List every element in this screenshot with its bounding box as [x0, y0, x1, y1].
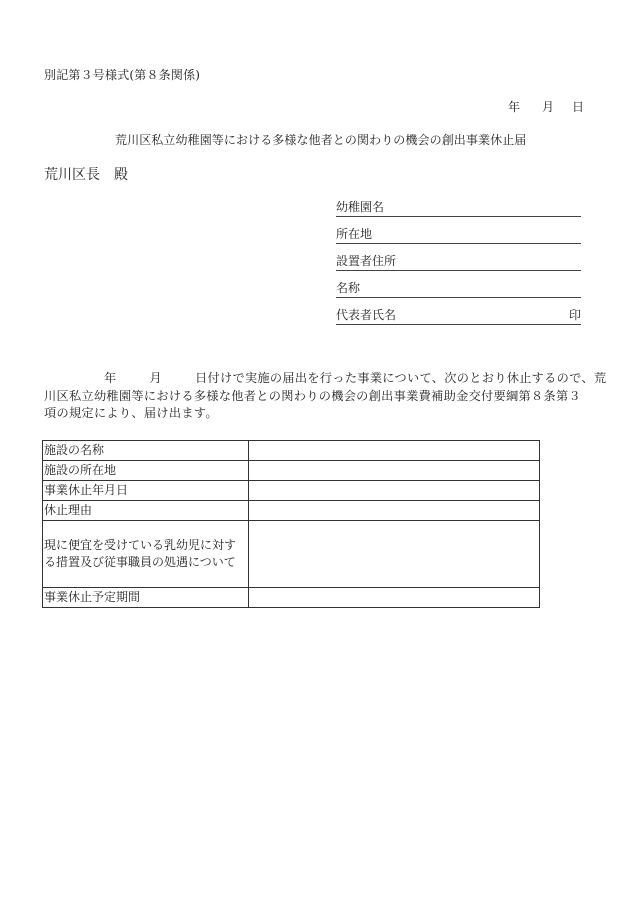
table-row	[43, 521, 540, 588]
table-row	[43, 441, 540, 461]
field-label: 幼稚園名	[336, 200, 385, 214]
row-value-suspension-period[interactable]	[249, 588, 540, 608]
row-label-measures-for-children	[43, 521, 249, 588]
applicant-info-block	[336, 202, 581, 325]
table-row	[43, 461, 540, 481]
row-label-suspension-date: 事業休止年月日	[43, 481, 249, 501]
body-line-1-text: 日付けで実施の届出を行った事業について、次のとおり休止するので、荒	[195, 371, 607, 385]
table-row	[43, 481, 540, 501]
body-month-label: 月	[149, 371, 162, 385]
table-row	[43, 501, 540, 521]
addressee: 荒川区長 殿	[44, 167, 128, 183]
row-value-suspension-date[interactable]	[249, 481, 540, 501]
body-line-2: 川区私立幼稚園等における多様な他者との関わりの機会の創出事業費補助金交付要綱第８条第３	[44, 388, 581, 403]
body-year-label: 年	[104, 371, 117, 385]
submission-date	[508, 98, 584, 115]
field-founder-address[interactable]	[336, 244, 581, 271]
field-representative-name[interactable]	[336, 298, 581, 325]
table-row	[43, 588, 540, 608]
field-organization-name[interactable]	[336, 271, 581, 298]
date-day-label: 日	[572, 100, 585, 114]
date-year-label: 年	[508, 100, 521, 114]
row-label-facility-name: 施設の名称	[43, 441, 249, 461]
field-location[interactable]	[336, 217, 581, 244]
document-title: 荒川区私立幼稚園等における多様な他者との関わりの機会の創出事業休止届	[115, 133, 527, 147]
date-month-label: 月	[542, 100, 555, 114]
row-label-line-2: る措置及び従事職員の処遇について	[44, 555, 236, 569]
body-line-3: 項の規定により、届け出ます。	[44, 406, 218, 420]
body-paragraph	[44, 370, 607, 423]
row-value-suspension-reason[interactable]	[249, 501, 540, 521]
row-label-line-1: 現に便宜を受けている乳幼児に対す	[44, 538, 237, 552]
field-label: 代表者氏名	[336, 307, 397, 322]
field-label: 設置者住所	[336, 253, 397, 268]
field-label: 所在地	[336, 226, 373, 241]
field-kindergarten-name[interactable]	[336, 202, 581, 217]
seal-mark: 印	[568, 307, 581, 322]
row-value-measures-for-children[interactable]	[249, 521, 540, 588]
body-line-1	[44, 370, 607, 388]
row-label-suspension-reason: 休止理由	[43, 501, 249, 521]
row-label-facility-location: 施設の所在地	[43, 461, 249, 481]
row-label-suspension-period: 事業休止予定期間	[43, 588, 249, 608]
form-number: 別記第３号様式(第８条関係)	[44, 68, 201, 82]
suspension-details-table	[42, 440, 540, 608]
row-value-facility-location[interactable]	[249, 461, 540, 481]
row-value-facility-name[interactable]	[249, 441, 540, 461]
field-label: 名称	[336, 280, 361, 295]
